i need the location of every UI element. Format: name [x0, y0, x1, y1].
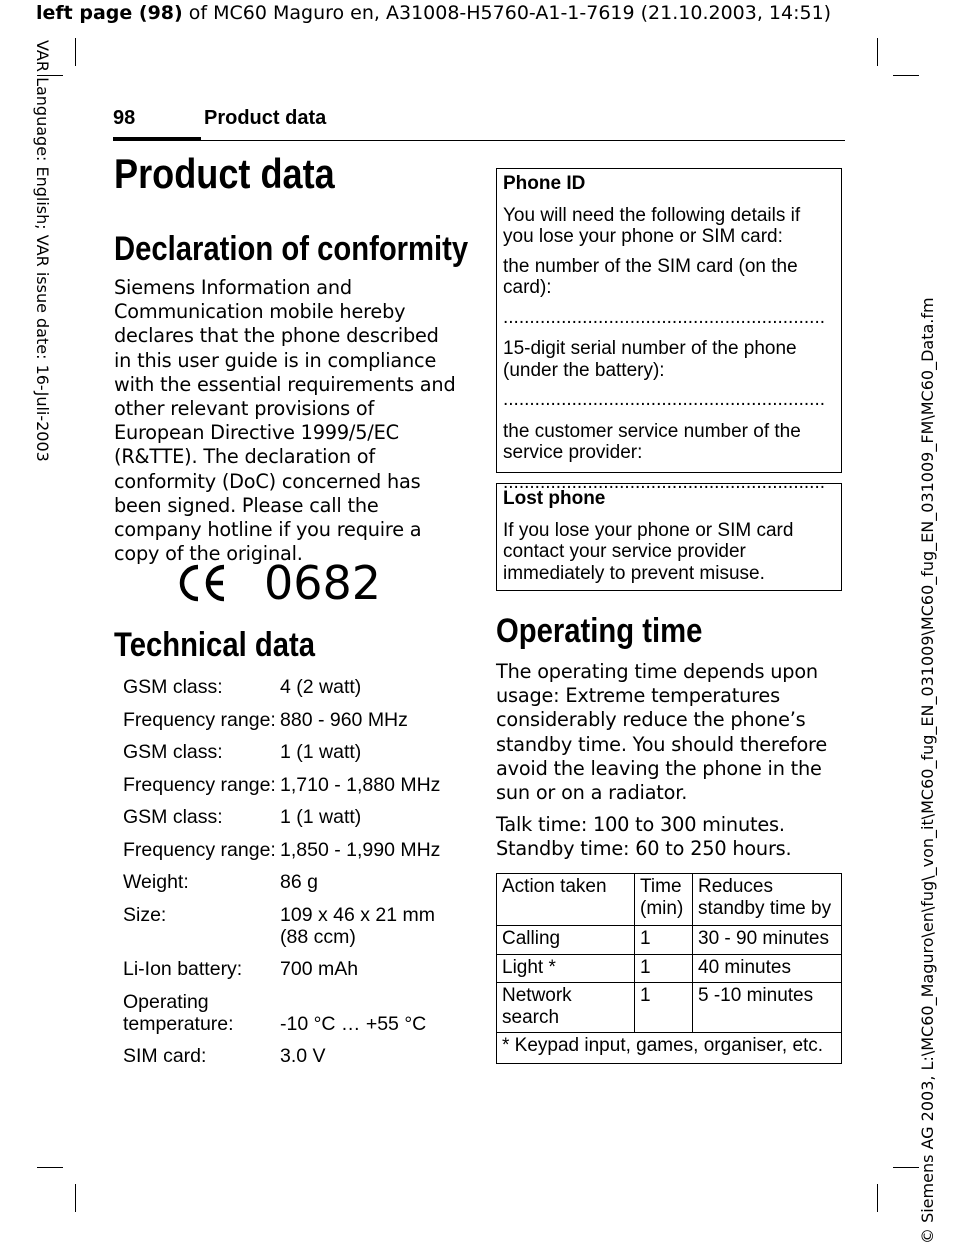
tech-label-line: GSM class:: [123, 806, 223, 828]
tech-label-line: GSM class:: [123, 741, 223, 763]
table-footnote: * Keypad input, games, organiser, etc.: [497, 1033, 842, 1064]
ce-logo-icon: [178, 564, 228, 602]
tech-row: [123, 741, 453, 763]
left-margin-note: [30, 40, 50, 1200]
tech-value: [280, 904, 453, 948]
standby-reduction-table: [496, 873, 842, 1064]
cell-reduces: 5 -10 minutes: [693, 983, 842, 1033]
operating-time-text: The operating time depends upon usage: Extreme temperatures considerably reduce the phone’s standby time. You should therefore avoid the leaving the phone in the sun or on a radiator.: [496, 660, 828, 805]
print-header-rest: of MC60 Maguro en, A31008-H5760-A1-1-7619 (21.10.2003, 14:51): [182, 2, 832, 24]
header-rule: [201, 140, 845, 141]
tech-value-line: -10 °C … +55 °C: [280, 1012, 427, 1035]
header-reduces: Reduces standby time by: [693, 874, 842, 926]
crop-mark: [75, 38, 76, 66]
tech-value: [280, 991, 453, 1035]
print-header-line: [36, 2, 831, 24]
left-margin-text: VAR Language: English; VAR issue date: 16-Juli-2003: [33, 40, 52, 462]
tech-label-line: Frequency range:: [123, 838, 276, 861]
tech-label: [123, 904, 280, 948]
tech-row: [123, 709, 453, 731]
cell-time: 1: [635, 926, 693, 955]
tech-label: [123, 676, 280, 698]
tech-row: [123, 676, 453, 698]
operating-time-heading: Operating time: [496, 612, 703, 650]
tech-label: [123, 709, 280, 731]
tech-row: [123, 839, 453, 861]
cell-action: Network search: [497, 983, 635, 1033]
service-number-label: the customer service number of the service provider:: [503, 420, 801, 463]
tech-value: [280, 741, 453, 763]
cell-time: 1: [635, 983, 693, 1033]
tech-label: [123, 1045, 280, 1067]
standby-time: Standby time: 60 to 250 hours.: [496, 837, 792, 861]
tech-row: [123, 958, 453, 980]
tech-value-line: 109 x 46 x 21 mm: [280, 903, 435, 926]
technical-heading: Technical data: [114, 626, 315, 664]
table-footnote-row: [497, 1033, 842, 1064]
tech-value: [280, 871, 453, 893]
crop-mark: [893, 75, 919, 76]
declaration-text: Siemens Information and Communication mobile hereby declares that the phone described in this user guide is in compliance with the essential requirements and other relevant provisions of European Directive 1999/5/EC (R&TTE). The declaration of conformity (DoC) concerned has been signed. Please call the company hotline if you require a copy of the original.: [114, 276, 456, 566]
lost-phone-text: If you lose your phone or SIM card contact your service provider immediately to prevent misuse.: [503, 519, 794, 584]
cell-time: 1: [635, 954, 693, 983]
crop-mark: [75, 1184, 76, 1212]
tech-row: [123, 774, 453, 796]
cell-action: Light *: [497, 954, 635, 983]
lost-phone-box: [496, 483, 842, 591]
tech-value-line: 1 (1 watt): [280, 741, 362, 763]
tech-label-line: Weight:: [123, 871, 189, 893]
crop-mark: [877, 1184, 878, 1212]
technical-data-list: [123, 676, 453, 1078]
tech-value: [280, 774, 453, 796]
tech-label-line: GSM class:: [123, 676, 223, 698]
tech-value-line: 1,850 - 1,990 MHz: [280, 838, 441, 861]
table-row: [497, 954, 842, 983]
tech-label-line: Size:: [123, 903, 167, 926]
tech-label-line: Li-Ion battery:: [123, 958, 243, 980]
header-rule-thick: [113, 137, 201, 141]
cell-action: Calling: [497, 926, 635, 955]
cell-reduces: 40 minutes: [693, 954, 842, 983]
tech-label-line: Operating: [123, 990, 209, 1013]
declaration-heading: Declaration of conformity: [114, 230, 469, 268]
table-header-row: [497, 874, 842, 926]
tech-label-line: Frequency range:: [123, 773, 276, 796]
tech-value: [280, 839, 453, 861]
page-number: 98: [113, 107, 136, 129]
crop-mark: [877, 38, 878, 66]
sim-number-blank: .............................................................: [503, 306, 826, 328]
tech-label: [123, 958, 280, 980]
tech-value-line: 700 mAh: [280, 958, 359, 980]
right-margin-text: © Siemens AG 2003, L:\MC60_Maguro\en\fug\_von_it\MC60_fug_EN_031009\MC60_fug_EN_031009_FM\MC60_Data.fm: [918, 297, 937, 1244]
tech-value-line: 86 g: [280, 871, 318, 893]
tech-label: [123, 839, 280, 861]
tech-value-line: 880 - 960 MHz: [280, 708, 408, 731]
tech-label: [123, 774, 280, 796]
tech-value: [280, 806, 453, 828]
tech-row: [123, 806, 453, 828]
print-header-bold: left page (98): [36, 2, 183, 24]
tech-label: [123, 871, 280, 893]
table-row: [497, 926, 842, 955]
service-number-blank: .............................................................: [503, 471, 826, 493]
tech-value-line: 3.0 V: [280, 1045, 326, 1067]
talk-time: Talk time: 100 to 300 minutes.: [496, 813, 785, 837]
tech-value-line: 1,710 - 1,880 MHz: [280, 773, 441, 796]
declaration-text-block: [114, 276, 460, 566]
tech-label-line: temperature:: [123, 1012, 234, 1035]
lost-phone-title: Lost phone: [503, 488, 606, 509]
tech-value: [280, 958, 453, 980]
ce-mark: [178, 556, 381, 610]
header-time: Time (min): [635, 874, 693, 926]
phone-id-intro: You will need the following details if you lose your phone or SIM card:: [503, 204, 801, 247]
tech-row: [123, 904, 453, 948]
tech-value-line: [280, 991, 453, 1013]
serial-number-label: 15-digit serial number of the phone (under the battery):: [503, 338, 797, 381]
tech-label: [123, 806, 280, 828]
page-title: Product data: [114, 150, 335, 197]
tech-row: [123, 871, 453, 893]
tech-row: [123, 1045, 453, 1067]
ce-number: 0682: [264, 556, 382, 610]
serial-number-blank: .............................................................: [503, 389, 826, 410]
tech-value-line: 1 (1 watt): [280, 806, 362, 828]
sim-number-label: the number of the SIM card (on the card):: [503, 255, 798, 298]
tech-value: [280, 1045, 453, 1067]
tech-label-line: Frequency range:: [123, 708, 276, 731]
phone-id-box: [496, 168, 842, 493]
tech-value: [280, 709, 453, 731]
tech-value-line: (88 ccm): [280, 925, 356, 948]
tech-value-line: 4 (2 watt): [280, 676, 362, 698]
operating-time-text-block: [496, 660, 842, 862]
table-row: [497, 983, 842, 1033]
tech-row: [123, 991, 453, 1035]
phone-id-title: Phone ID: [503, 173, 586, 194]
tech-label-line: SIM card:: [123, 1045, 207, 1067]
running-header-title: Product data: [204, 107, 327, 129]
crop-mark: [893, 1167, 919, 1168]
tech-label: [123, 741, 280, 763]
header-action: Action taken: [497, 874, 635, 926]
tech-label: [123, 991, 280, 1035]
cell-reduces: 30 - 90 minutes: [693, 926, 842, 955]
tech-value: [280, 676, 453, 698]
